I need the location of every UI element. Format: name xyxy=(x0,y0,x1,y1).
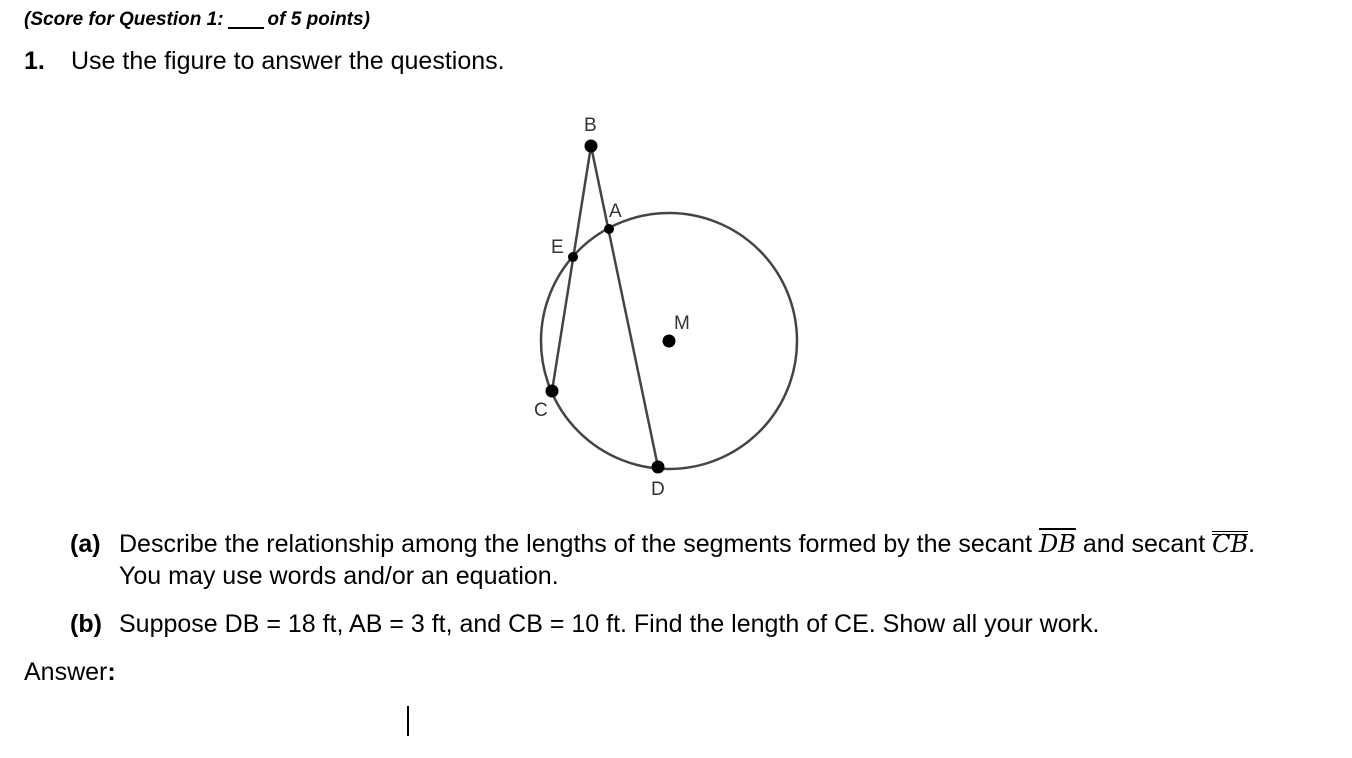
text-cursor[interactable] xyxy=(407,706,409,736)
label-a: A xyxy=(609,201,622,222)
label-d: D xyxy=(651,479,665,500)
part-a-label: (a) xyxy=(70,530,101,558)
part-a-text-1: Describe the relationship among the lengths of the segments formed by the secant xyxy=(119,530,1033,558)
secant-db xyxy=(591,146,658,467)
point-d xyxy=(652,461,665,474)
point-a xyxy=(604,224,614,234)
secant-cb-symbol: CB xyxy=(1212,530,1249,558)
answer-label xyxy=(24,658,116,687)
part-a-line-2: You may use words and/or an equation. xyxy=(119,562,559,590)
secant-db-symbol: $\overline{DB}$ xyxy=(1038,530,1076,558)
part-a-text-2: and secant xyxy=(1082,530,1206,558)
label-c: C xyxy=(534,400,548,421)
answer-colon: : xyxy=(107,658,116,686)
part-a-period: . xyxy=(1248,530,1256,558)
point-c xyxy=(546,385,559,398)
point-m xyxy=(663,335,676,348)
answer-text: Answer xyxy=(24,658,108,686)
point-b xyxy=(585,140,598,153)
score-prefix: (Score for Question 1: xyxy=(24,9,224,30)
label-b: B xyxy=(584,115,597,136)
question-text: Use the figure to answer the questions. xyxy=(71,47,505,75)
label-m: M xyxy=(674,313,690,334)
part-b-label: (b) xyxy=(70,610,102,638)
score-suffix: of 5 points) xyxy=(267,9,370,30)
point-e xyxy=(568,252,578,262)
part-b-text: Suppose DB = 18 ft, AB = 3 ft, and CB = 10 ft. Find the length of CE. Show all your work. xyxy=(119,610,1100,638)
secant-cb xyxy=(552,146,591,391)
part-a xyxy=(70,530,1255,559)
label-e: E xyxy=(551,237,564,258)
part-b xyxy=(70,610,1099,639)
question-number: 1. xyxy=(24,47,45,75)
